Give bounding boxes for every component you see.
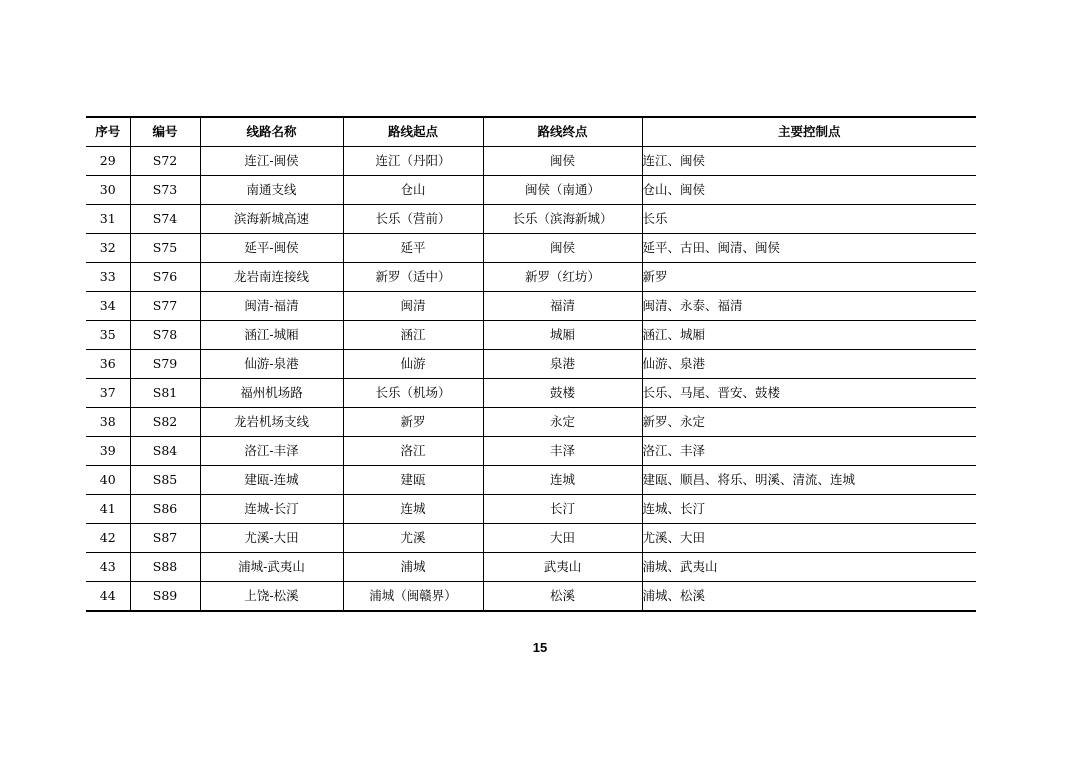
cell-end-point: 泉港 xyxy=(483,350,642,379)
cell-end-point: 永定 xyxy=(483,408,642,437)
cell-code: S87 xyxy=(130,524,200,553)
route-table xyxy=(86,116,976,612)
header-seq: 序号 xyxy=(86,117,130,147)
cell-start-point: 涵江 xyxy=(343,321,483,350)
table-row xyxy=(86,524,976,553)
cell-route-name: 龙岩南连接线 xyxy=(200,263,343,292)
cell-control-points: 长乐 xyxy=(642,205,976,234)
cell-route-name: 仙游-泉港 xyxy=(200,350,343,379)
cell-control-points: 长乐、马尾、晋安、鼓楼 xyxy=(642,379,976,408)
cell-code: S84 xyxy=(130,437,200,466)
table-header-row xyxy=(86,117,976,147)
table-row xyxy=(86,466,976,495)
table-row xyxy=(86,234,976,263)
cell-route-name: 上饶-松溪 xyxy=(200,582,343,612)
cell-code: S72 xyxy=(130,147,200,176)
table-body xyxy=(86,147,976,612)
cell-end-point: 闽侯（南通） xyxy=(483,176,642,205)
cell-control-points: 浦城、武夷山 xyxy=(642,553,976,582)
cell-seq: 32 xyxy=(86,234,130,263)
cell-start-point: 洛江 xyxy=(343,437,483,466)
table-row xyxy=(86,553,976,582)
cell-start-point: 长乐（营前） xyxy=(343,205,483,234)
cell-end-point: 丰泽 xyxy=(483,437,642,466)
header-control-points: 主要控制点 xyxy=(642,117,976,147)
cell-start-point: 新罗 xyxy=(343,408,483,437)
table-row xyxy=(86,437,976,466)
cell-control-points: 延平、古田、闽清、闽侯 xyxy=(642,234,976,263)
header-route-name: 线路名称 xyxy=(200,117,343,147)
cell-start-point: 浦城 xyxy=(343,553,483,582)
cell-control-points: 闽清、永泰、福清 xyxy=(642,292,976,321)
cell-route-name: 连城-长汀 xyxy=(200,495,343,524)
cell-seq: 31 xyxy=(86,205,130,234)
cell-seq: 39 xyxy=(86,437,130,466)
cell-seq: 41 xyxy=(86,495,130,524)
cell-seq: 30 xyxy=(86,176,130,205)
table-row xyxy=(86,408,976,437)
cell-start-point: 长乐（机场） xyxy=(343,379,483,408)
cell-seq: 42 xyxy=(86,524,130,553)
cell-control-points: 连江、闽侯 xyxy=(642,147,976,176)
table-row xyxy=(86,495,976,524)
cell-route-name: 龙岩机场支线 xyxy=(200,408,343,437)
cell-control-points: 仓山、闽侯 xyxy=(642,176,976,205)
table-row xyxy=(86,379,976,408)
cell-route-name: 建瓯-连城 xyxy=(200,466,343,495)
table-row xyxy=(86,263,976,292)
cell-route-name: 洛江-丰泽 xyxy=(200,437,343,466)
cell-seq: 43 xyxy=(86,553,130,582)
table-row xyxy=(86,147,976,176)
cell-seq: 37 xyxy=(86,379,130,408)
cell-start-point: 延平 xyxy=(343,234,483,263)
cell-control-points: 洛江、丰泽 xyxy=(642,437,976,466)
cell-end-point: 连城 xyxy=(483,466,642,495)
header-start-point: 路线起点 xyxy=(343,117,483,147)
table-row xyxy=(86,582,976,612)
cell-end-point: 鼓楼 xyxy=(483,379,642,408)
cell-end-point: 福清 xyxy=(483,292,642,321)
cell-end-point: 大田 xyxy=(483,524,642,553)
cell-start-point: 连城 xyxy=(343,495,483,524)
cell-end-point: 闽侯 xyxy=(483,234,642,263)
cell-code: S75 xyxy=(130,234,200,263)
cell-control-points: 新罗 xyxy=(642,263,976,292)
page-number: 15 xyxy=(532,640,548,655)
cell-control-points: 仙游、泉港 xyxy=(642,350,976,379)
cell-code: S81 xyxy=(130,379,200,408)
cell-control-points: 连城、长汀 xyxy=(642,495,976,524)
header-end-point: 路线终点 xyxy=(483,117,642,147)
header-code: 编号 xyxy=(130,117,200,147)
cell-start-point: 闽清 xyxy=(343,292,483,321)
cell-control-points: 新罗、永定 xyxy=(642,408,976,437)
cell-route-name: 尤溪-大田 xyxy=(200,524,343,553)
cell-end-point: 新罗（红坊） xyxy=(483,263,642,292)
cell-start-point: 浦城（闽赣界） xyxy=(343,582,483,612)
cell-start-point: 仓山 xyxy=(343,176,483,205)
cell-end-point: 武夷山 xyxy=(483,553,642,582)
table-row xyxy=(86,292,976,321)
cell-end-point: 闽侯 xyxy=(483,147,642,176)
cell-code: S76 xyxy=(130,263,200,292)
cell-seq: 36 xyxy=(86,350,130,379)
cell-seq: 40 xyxy=(86,466,130,495)
cell-seq: 35 xyxy=(86,321,130,350)
cell-code: S82 xyxy=(130,408,200,437)
table-row xyxy=(86,176,976,205)
table-row xyxy=(86,350,976,379)
cell-route-name: 福州机场路 xyxy=(200,379,343,408)
cell-control-points: 涵江、城厢 xyxy=(642,321,976,350)
cell-end-point: 松溪 xyxy=(483,582,642,612)
cell-start-point: 尤溪 xyxy=(343,524,483,553)
table-row xyxy=(86,321,976,350)
cell-route-name: 南通支线 xyxy=(200,176,343,205)
cell-code: S89 xyxy=(130,582,200,612)
cell-route-name: 闽清-福清 xyxy=(200,292,343,321)
cell-code: S86 xyxy=(130,495,200,524)
table-row xyxy=(86,205,976,234)
cell-end-point: 城厢 xyxy=(483,321,642,350)
cell-control-points: 浦城、松溪 xyxy=(642,582,976,612)
cell-seq: 44 xyxy=(86,582,130,612)
cell-control-points: 尤溪、大田 xyxy=(642,524,976,553)
cell-control-points: 建瓯、顺昌、将乐、明溪、清流、连城 xyxy=(642,466,976,495)
cell-seq: 33 xyxy=(86,263,130,292)
cell-start-point: 建瓯 xyxy=(343,466,483,495)
cell-route-name: 连江-闽侯 xyxy=(200,147,343,176)
cell-code: S85 xyxy=(130,466,200,495)
cell-code: S77 xyxy=(130,292,200,321)
cell-seq: 29 xyxy=(86,147,130,176)
cell-code: S74 xyxy=(130,205,200,234)
cell-start-point: 新罗（适中） xyxy=(343,263,483,292)
cell-code: S73 xyxy=(130,176,200,205)
cell-start-point: 仙游 xyxy=(343,350,483,379)
cell-route-name: 浦城-武夷山 xyxy=(200,553,343,582)
cell-route-name: 延平-闽侯 xyxy=(200,234,343,263)
cell-route-name: 涵江-城厢 xyxy=(200,321,343,350)
cell-seq: 34 xyxy=(86,292,130,321)
cell-end-point: 长汀 xyxy=(483,495,642,524)
cell-start-point: 连江（丹阳） xyxy=(343,147,483,176)
cell-seq: 38 xyxy=(86,408,130,437)
cell-end-point: 长乐（滨海新城） xyxy=(483,205,642,234)
cell-code: S88 xyxy=(130,553,200,582)
cell-route-name: 滨海新城高速 xyxy=(200,205,343,234)
cell-code: S78 xyxy=(130,321,200,350)
cell-code: S79 xyxy=(130,350,200,379)
